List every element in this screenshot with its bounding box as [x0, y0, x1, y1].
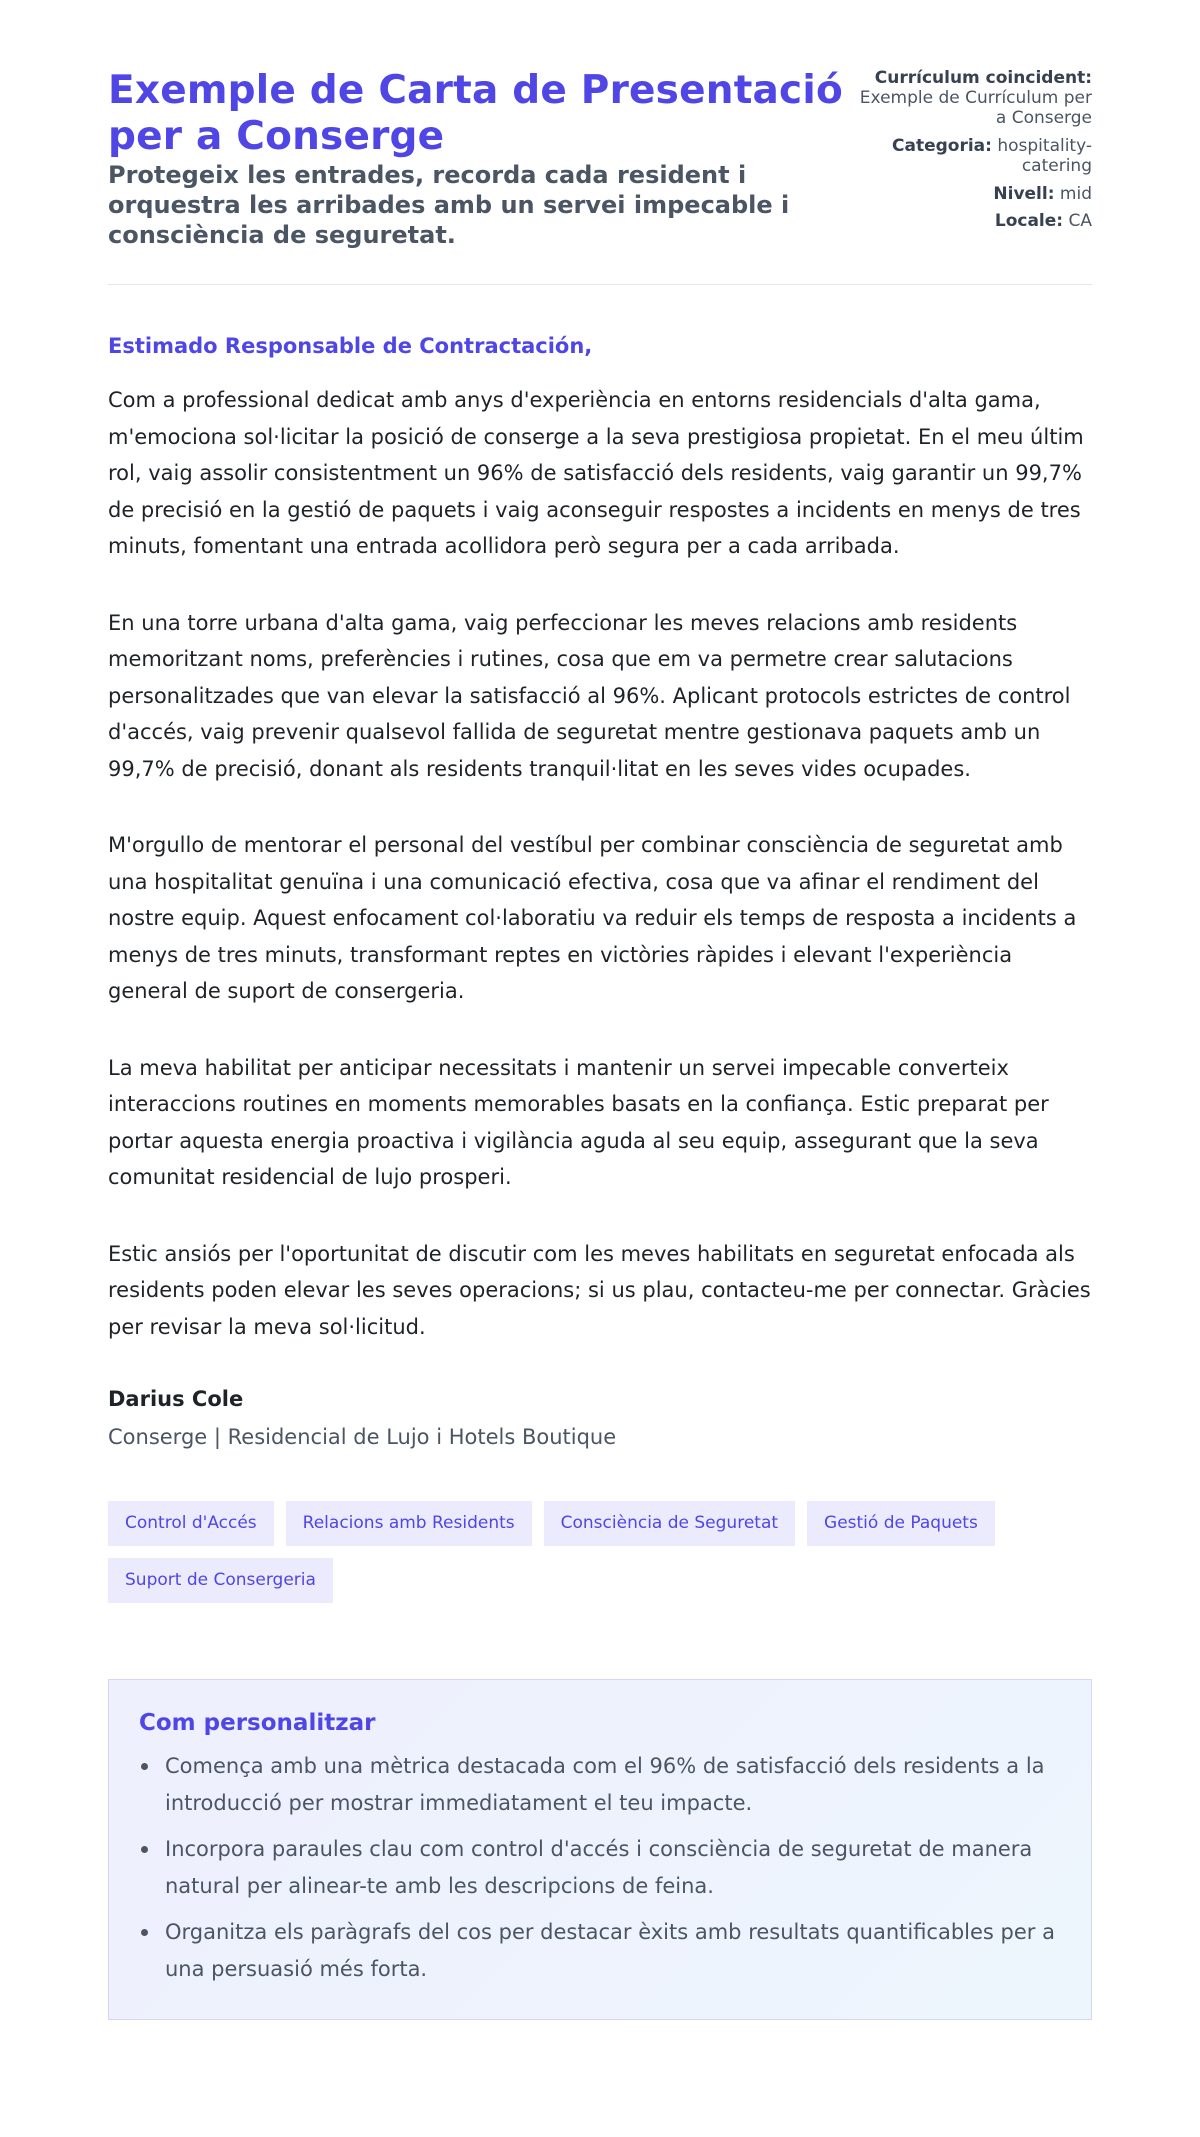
bullet-icon: [141, 1763, 148, 1770]
bullet-icon: [141, 1846, 148, 1853]
header-divider: [108, 284, 1092, 285]
signature-name: Darius Cole: [108, 1387, 244, 1411]
meta-locale: [856, 211, 1092, 231]
meta-level-label: Nivell:: [993, 184, 1055, 204]
tips-list: [139, 1748, 1061, 1987]
tips-list-item: [139, 1914, 1061, 1987]
page-title: Exemple de Carta de Presentació per a Conserge: [108, 68, 843, 159]
tips-list-item: [139, 1748, 1061, 1821]
customization-tips-box: [108, 1679, 1092, 2020]
skill-tag: Control d'Accés: [108, 1501, 274, 1546]
letter-paragraph-3: M'orgullo de mentorar el personal del vestíbul per combinar consciència de seguretat amb una hospitalitat genuïna i una comunicació efectiva, cosa que va afinar el rendiment del nostre equip. Aquest enfocament col·laboratiu va reduir els temps de resposta a incidents a menys de tres minuts, transformant reptes en victòries ràpides i elevant l'experiència general de suport de consergeria.: [108, 833, 1077, 1003]
meta-panel: [856, 68, 1092, 238]
letter-body: [108, 382, 1092, 1345]
page-subtitle: Protegeix les entrades, recorda cada resident i orquestra les arribades amb un servei impecable i consciència de seguretat.: [108, 161, 790, 249]
tips-item-text: Incorpora paraules clau com control d'accés i consciència de seguretat de manera natural per alinear-te amb les descripcions de feina.: [165, 1837, 1033, 1898]
tips-item-text: Comença amb una mètrica destacada com el 96% de satisfacció dels residents a la introducció per mostrar immediatament el teu impacte.: [165, 1754, 1045, 1815]
meta-locale-label: Locale:: [994, 211, 1064, 231]
header-title-block: [108, 68, 856, 250]
letter-paragraph-4: La meva habilitat per anticipar necessitats i mantenir un servei impecable converteix interaccions routines en moments memorables basats en la confiança. Estic preparat per portar aquesta energia proactiva i vigilància aguda al seu equip, assegurant que la seva comunitat residencial de lujo prosperi.: [108, 1055, 1049, 1189]
skill-tag: Consciència de Seguretat: [544, 1501, 795, 1546]
letter-paragraph-1: Com a professional dedicat amb anys d'experiència en entorns residencials d'alta gama, m'emociona sol·licitar la posició de conserge a la seva prestigiosa propietat. En el meu últim rol, vaig assolir consistentment un 96% de satisfacció dels residents, vaig garantir un 99,7% de precisió en la gestió de paquets i vaig aconseguir respostes a incidents en menys de tres minuts, fomentant una entrada acollidora però segura per a cada arribada.: [108, 388, 1084, 558]
signature-block: [108, 1387, 1092, 1449]
letter-paragraph-5: Estic ansiós per l'oportunitat de discutir com les meves habilitats en seguretat enfocada als residents poden elevar les seves operacions; si us plau, contacteu-me per connectar. Gràcies per revisar la meva sol·licitud.: [108, 1241, 1091, 1339]
meta-level-value: mid: [1059, 184, 1092, 204]
letter-salutation: Estimado Responsable de Contractación,: [108, 334, 593, 358]
tips-list-item: [139, 1831, 1061, 1904]
page-header: [108, 68, 1092, 250]
tips-title: Com personalitzar: [139, 1710, 376, 1736]
tips-item-text: Organitza els paràgrafs del cos per destacar èxits amb resultats quantificables per a una persuasió més forta.: [165, 1920, 1055, 1981]
meta-matching-resume-label: Currículum coincident:: [874, 68, 1092, 88]
meta-category-value: hospitality-catering: [997, 136, 1092, 176]
meta-category-label: Categoria:: [892, 136, 992, 156]
skill-tag: Gestió de Paquets: [807, 1501, 995, 1546]
signature-role: Conserge | Residencial de Lujo i Hotels Boutique: [108, 1425, 617, 1449]
meta-matching-resume: [856, 68, 1092, 128]
bullet-icon: [141, 1929, 148, 1936]
meta-matching-resume-value: Exemple de Currículum per a Conserge: [859, 88, 1092, 128]
skill-tag: Suport de Consergeria: [108, 1558, 333, 1603]
meta-locale-value: CA: [1068, 211, 1092, 231]
skill-tags: [108, 1501, 1108, 1615]
skill-tag: Relacions amb Residents: [286, 1501, 532, 1546]
letter-paragraph-2: En una torre urbana d'alta gama, vaig perfeccionar les meves relacions amb residents memoritzant noms, preferències i rutines, cosa que em va permetre crear salutacions personalitzades que van elevar la satisfacció al 96%. Aplicant protocols estrictes de control d'accés, vaig prevenir qualsevol fallida de seguretat mentre gestionava paquets amb un 99,7% de precisió, donant als residents tranquil·litat en les seves vides ocupades.: [108, 610, 1071, 781]
meta-category: [856, 136, 1092, 176]
meta-level: [856, 184, 1092, 204]
